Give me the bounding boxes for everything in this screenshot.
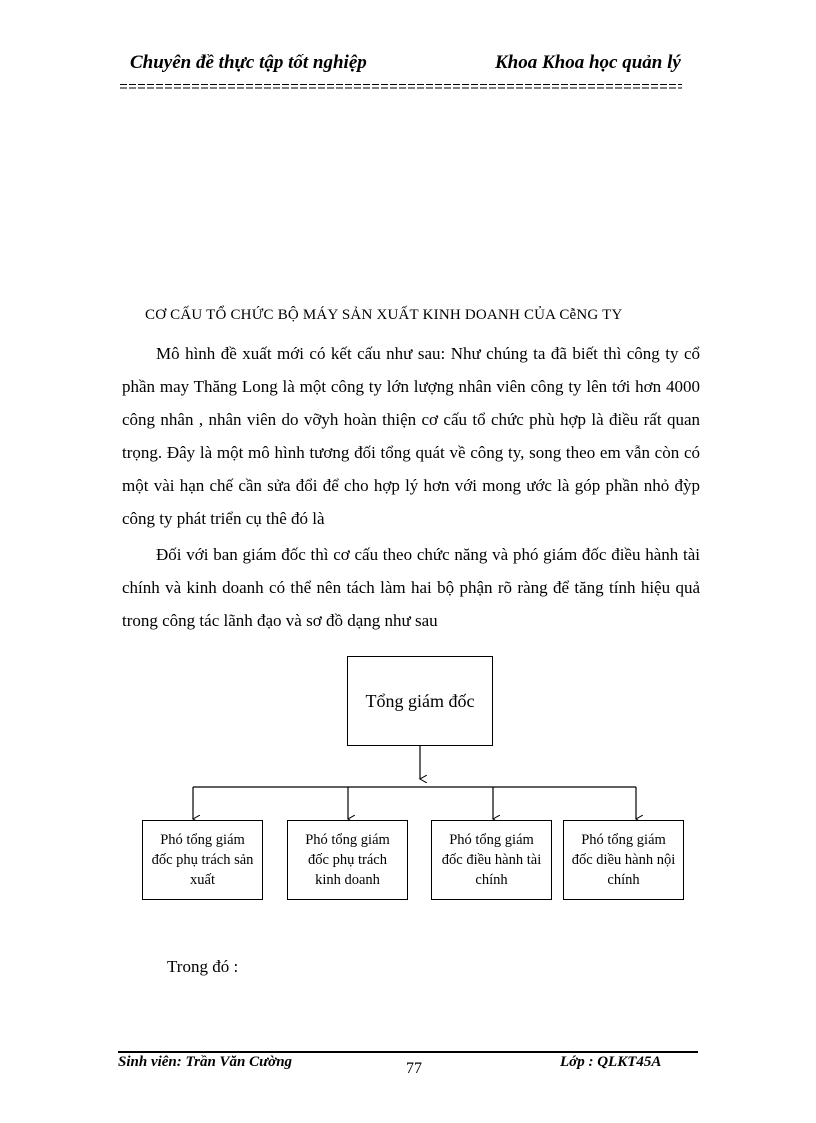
org-box-deputy-business [287, 820, 408, 900]
org-box-ceo [347, 656, 493, 746]
section-title: CƠ CẤU TỔ CHỨC BỘ MÁY SẢN XUẤT KINH DOANH CỦA CễNG TY [145, 307, 623, 323]
org-box-label: Phó tổng giám đốc phụ trách sản xuất [151, 832, 254, 888]
footer-class: Lớp : QLKT45A [560, 1054, 662, 1070]
footer-student: Sinh viên: Trần Văn Cường [118, 1054, 293, 1070]
trong-do-label: Trong đó : [167, 957, 239, 976]
header-right: Khoa Khoa học quản lý [495, 52, 681, 73]
org-box-ceo-label: Tổng giám đốc [365, 690, 475, 711]
footer-rule [118, 1051, 698, 1053]
org-box-label: Phó tổng giám đốc diều hành nội chính [571, 832, 676, 888]
org-box-label: Phó tổng giám đốc phụ trách kinh doanh [305, 832, 390, 888]
org-box-deputy-internal [563, 820, 684, 900]
header-left: Chuyên đề thực tập tốt nghiệp [130, 52, 367, 73]
page-number: 77 [406, 1060, 422, 1077]
org-box-label: Phó tổng giám đốc điều hành tài chính [441, 832, 542, 888]
paragraph-2: Đối với ban giám đốc thì cơ cấu theo chức năng và phó giám đốc điều hành tài chính và kinh doanh có thể nên tách làm hai bộ phận rõ ràng để tăng tính hiệu quả trong công tác lãnh đạo và sơ đồ dạng như sau [122, 545, 700, 630]
paragraph-1: Mô hình đề xuất mới có kết cấu như sau: Như chúng ta đã biết thì công ty cổ phần may Thăng Long là một công ty lớn lượng nhân viên công ty lên tới hơn 4000 công nhân , nhân viên do vỡyh hoàn thiện cơ cấu tổ chức phù hợp là điều rất quan trọng. Đây là một mô hình tương đối tổng quát về công ty, song theo em vẫn còn có một vài hạn chế cần sửa đổi để cho hợp lý hơn với mong ước là góp phần nhỏ đỳp công ty phát triển cụ thê đó là [122, 344, 700, 528]
header-double-rule [120, 83, 682, 90]
org-box-deputy-production [142, 820, 263, 900]
org-box-deputy-finance [431, 820, 552, 900]
